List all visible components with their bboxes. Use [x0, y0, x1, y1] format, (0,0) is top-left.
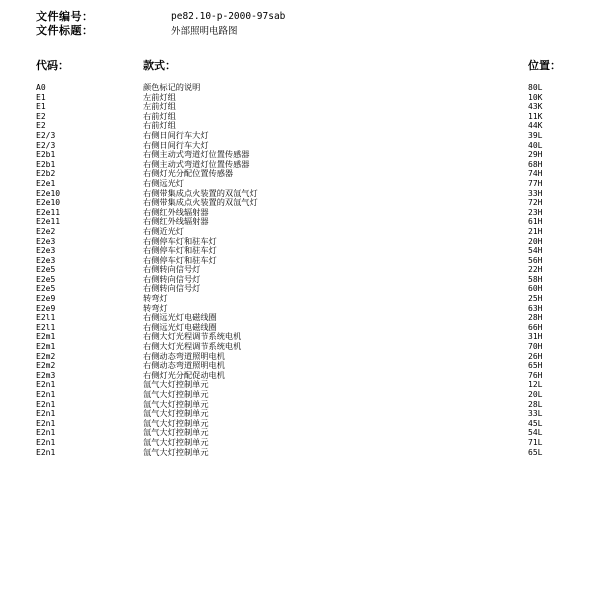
row-code: E2b1: [36, 159, 56, 169]
row-name: 右侧灯光分配促动电机: [143, 370, 225, 380]
row-position: 20L: [528, 390, 543, 399]
row-name: 氙气大灯控制单元: [143, 437, 209, 447]
row-code: E2e11: [36, 217, 61, 227]
row-code: E2e5: [36, 274, 56, 284]
row-code: E2/3: [36, 130, 56, 140]
row-position: 22H: [528, 265, 543, 275]
table-row: [36, 256, 580, 266]
row-code: E2e1: [36, 178, 56, 188]
row-code: E2/3: [36, 140, 56, 150]
row-code: E2n1: [36, 418, 56, 428]
row-name: 右侧灯光分配位置传感器: [143, 169, 234, 179]
doc-number-value: pe82.10-p-2000-97sab: [171, 10, 286, 22]
row-position: 68H: [528, 159, 543, 169]
row-position: 39L: [528, 130, 543, 140]
row-code: E2n1: [36, 447, 56, 457]
row-name: 氙气大灯控制单元: [143, 399, 209, 409]
row-name: 转弯灯: [143, 294, 168, 304]
table-row: [36, 112, 580, 122]
table-row: [36, 208, 580, 218]
row-position: 74H: [528, 169, 543, 179]
table-row: [36, 275, 580, 285]
row-name: 右前灯组: [143, 121, 176, 131]
row-position: 70H: [528, 342, 543, 352]
row-code: E2e9: [36, 303, 56, 313]
header-position: 位置：: [528, 59, 561, 72]
row-position: 54H: [528, 246, 543, 256]
row-position: 76H: [528, 370, 543, 380]
row-code: E2m3: [36, 370, 56, 380]
row-code: E2e3: [36, 246, 56, 256]
row-code: E2: [36, 111, 46, 121]
table-row: [36, 419, 580, 429]
table-row: [36, 323, 580, 333]
row-name: 右侧远光灯: [143, 178, 184, 188]
row-code: E2e10: [36, 188, 61, 198]
row-position: 77H: [528, 178, 543, 188]
row-name: 氙气大灯控制单元: [143, 428, 209, 438]
table-row: [36, 121, 580, 131]
row-position: 60H: [528, 284, 543, 294]
row-position: 45L: [528, 418, 543, 428]
doc-number-row: [36, 9, 285, 23]
row-code: E2e5: [36, 284, 56, 294]
row-position: 23H: [528, 207, 543, 217]
component-list: [36, 83, 580, 597]
row-code: E2e5: [36, 265, 56, 275]
row-name: 右侧远光灯电磁线圈: [143, 322, 217, 332]
row-position: 63H: [528, 303, 543, 313]
row-code: E2n1: [36, 399, 56, 409]
row-position: 20H: [528, 236, 543, 246]
row-code: E2e11: [36, 207, 61, 217]
row-name: 右侧动态弯道照明电机: [143, 351, 225, 361]
row-name: 右侧日间行车大灯: [143, 140, 209, 150]
row-position: 28H: [528, 313, 543, 323]
row-position: 44K: [528, 121, 543, 131]
doc-number-label: 文件编号：: [36, 10, 94, 23]
table-row: [36, 313, 580, 323]
row-position: 43K: [528, 102, 543, 112]
row-code: E2m1: [36, 342, 56, 352]
row-name: 右侧大灯光程调节系统电机: [143, 342, 242, 352]
table-row: [36, 448, 580, 458]
table-row: [36, 198, 580, 208]
row-code: E2b1: [36, 150, 56, 160]
table-header: [36, 58, 580, 72]
header-name: 款式：: [143, 59, 176, 72]
row-name: 右侧转向信号灯: [143, 265, 201, 275]
table-row: [36, 169, 580, 179]
table-row: [36, 438, 580, 448]
table-row: [36, 352, 580, 362]
table-row: [36, 332, 580, 342]
table-row: [36, 131, 580, 141]
row-code: E2e3: [36, 236, 56, 246]
row-position: 11K: [528, 111, 543, 121]
row-position: 66H: [528, 322, 543, 332]
row-position: 71L: [528, 437, 543, 447]
table-row: [36, 83, 580, 93]
table-row: [36, 179, 580, 189]
row-name: 转弯灯: [143, 303, 168, 313]
row-code: E2n1: [36, 437, 56, 447]
row-position: 25H: [528, 294, 543, 304]
row-code: E2e2: [36, 226, 56, 236]
row-name: 右侧远光灯电磁线圈: [143, 313, 217, 323]
row-position: 65H: [528, 361, 543, 371]
table-row: [36, 265, 580, 275]
row-code: E1: [36, 92, 46, 102]
row-code: E1: [36, 102, 46, 112]
table-row: [36, 342, 580, 352]
table-row: [36, 390, 580, 400]
row-position: 72H: [528, 198, 543, 208]
row-name: 右侧大灯光程调节系统电机: [143, 332, 242, 342]
doc-title-value: 外部照明电路图: [171, 26, 238, 37]
row-code: E2e10: [36, 198, 61, 208]
row-name: 颜色标记的说明: [143, 83, 201, 92]
table-row: [36, 93, 580, 103]
table-row: [36, 150, 580, 160]
row-code: E2l1: [36, 322, 56, 332]
row-name: 右侧日间行车大灯: [143, 130, 209, 140]
row-code: E2n1: [36, 390, 56, 399]
row-name: 右前灯组: [143, 111, 176, 121]
table-row: [36, 141, 580, 151]
row-code: E2n1: [36, 380, 56, 390]
doc-title-label: 文件标题：: [36, 24, 94, 37]
table-row: [36, 361, 580, 371]
table-row: [36, 428, 580, 438]
table-row: [36, 160, 580, 170]
row-name: 氙气大灯控制单元: [143, 418, 209, 428]
row-name: 右侧带集成点火装置的双氙气灯: [143, 198, 258, 208]
row-position: 28L: [528, 399, 543, 409]
table-row: [36, 409, 580, 419]
row-name: 右侧停车灯和驻车灯: [143, 246, 217, 256]
table-row: [36, 284, 580, 294]
row-name: 右侧主动式弯道灯位置传感器: [143, 159, 250, 169]
row-name: 右侧红外线辐射器: [143, 217, 209, 227]
table-row: [36, 237, 580, 247]
row-name: 左前灯组: [143, 102, 176, 112]
row-name: 右侧转向信号灯: [143, 284, 201, 294]
row-position: 12L: [528, 380, 543, 390]
table-row: [36, 227, 580, 237]
row-code: E2b2: [36, 169, 56, 179]
row-name: 右侧红外线辐射器: [143, 207, 209, 217]
row-position: 10K: [528, 92, 543, 102]
row-name: 氙气大灯控制单元: [143, 390, 209, 399]
row-code: E2e9: [36, 294, 56, 304]
header-code: 代码：: [36, 59, 69, 72]
row-name: 右侧主动式弯道灯位置传感器: [143, 150, 250, 160]
row-position: 80L: [528, 83, 543, 92]
row-code: E2: [36, 121, 46, 131]
row-name: 氙气大灯控制单元: [143, 380, 209, 390]
row-position: 61H: [528, 217, 543, 227]
row-code: E2e3: [36, 255, 56, 265]
row-code: E2l1: [36, 313, 56, 323]
row-position: 40L: [528, 140, 543, 150]
row-position: 65L: [528, 447, 543, 457]
row-position: 56H: [528, 255, 543, 265]
row-code: E2m2: [36, 351, 56, 361]
table-row: [36, 246, 580, 256]
row-name: 右侧停车灯和驻车灯: [143, 236, 217, 246]
row-position: 21H: [528, 226, 543, 236]
table-row: [36, 189, 580, 199]
row-position: 29H: [528, 150, 543, 160]
row-position: 33H: [528, 188, 543, 198]
table-row: [36, 371, 580, 381]
table-row: [36, 380, 580, 390]
row-code: E2n1: [36, 409, 56, 419]
table-row: [36, 304, 580, 314]
row-code: E2m1: [36, 332, 56, 342]
row-position: 26H: [528, 351, 543, 361]
table-row: [36, 102, 580, 112]
row-name: 右侧近光灯: [143, 226, 184, 236]
row-name: 右侧动态弯道照明电机: [143, 361, 225, 371]
document-meta: [36, 9, 285, 37]
row-position: 54L: [528, 428, 543, 438]
row-code: E2m2: [36, 361, 56, 371]
row-name: 右侧带集成点火装置的双氙气灯: [143, 188, 258, 198]
row-name: 氙气大灯控制单元: [143, 409, 209, 419]
row-name: 氙气大灯控制单元: [143, 447, 209, 457]
row-position: 31H: [528, 332, 543, 342]
row-code: A0: [36, 83, 46, 92]
row-name: 右侧转向信号灯: [143, 274, 201, 284]
table-row: [36, 294, 580, 304]
doc-title-row: [36, 23, 285, 37]
row-name: 左前灯组: [143, 92, 176, 102]
row-name: 右侧停车灯和驻车灯: [143, 255, 217, 265]
table-row: [36, 400, 580, 410]
row-code: E2n1: [36, 428, 56, 438]
table-row: [36, 217, 580, 227]
row-position: 33L: [528, 409, 543, 419]
row-position: 58H: [528, 274, 543, 284]
